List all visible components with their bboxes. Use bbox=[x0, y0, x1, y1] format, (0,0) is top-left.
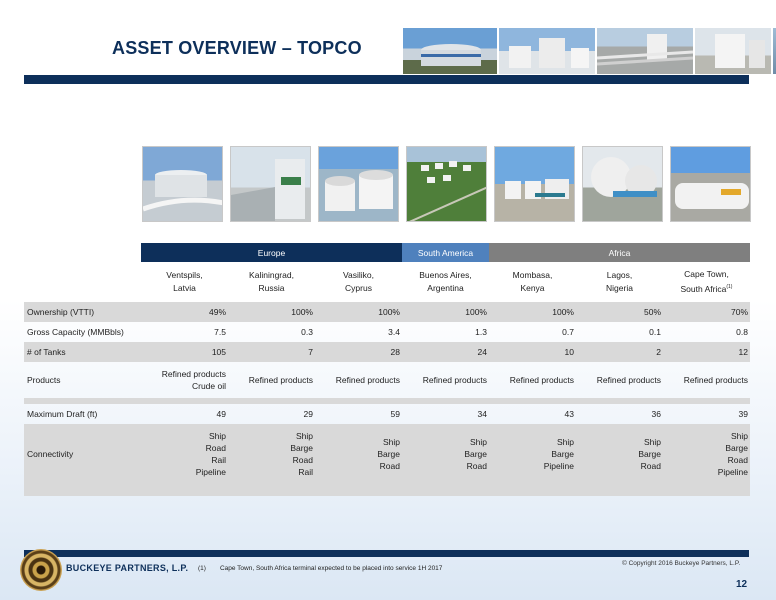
tanks-row bbox=[24, 342, 750, 362]
ownership-row bbox=[24, 302, 750, 322]
terminal-cape-town: Cape Town, South Africa$^{(1)}$ bbox=[680, 269, 733, 294]
terminal-photo-row bbox=[142, 146, 751, 222]
footer-bar bbox=[24, 550, 749, 557]
region-header-row bbox=[24, 243, 750, 262]
tank-farm-photo bbox=[403, 28, 497, 74]
terminal-ventspils: Ventspils, Latvia bbox=[166, 270, 203, 293]
table-cell: 70% bbox=[730, 307, 748, 317]
table-cell: 3.4 bbox=[388, 327, 400, 337]
table-cell: Ship Barge Road bbox=[464, 437, 487, 471]
table-cell: 49 bbox=[216, 409, 226, 419]
terminal-lagos: Lagos, Nigeria bbox=[606, 270, 633, 293]
table-cell: 100% bbox=[465, 307, 487, 317]
table-cell: 34 bbox=[477, 409, 487, 419]
products-row bbox=[24, 362, 750, 398]
table-cell: 0.8 bbox=[736, 327, 748, 337]
table-cell: Ship Barge Road bbox=[638, 437, 661, 471]
table-cell: 105 bbox=[211, 347, 226, 357]
lagos-photo bbox=[582, 146, 663, 222]
region-south-america: South America bbox=[402, 243, 489, 262]
gross-capacity-row bbox=[24, 322, 750, 342]
table-cell: Refined products bbox=[422, 375, 487, 385]
table-cell: Refined products Crude oil bbox=[161, 369, 226, 391]
table-cell: 100% bbox=[552, 307, 574, 317]
terminal-header-row bbox=[24, 262, 750, 302]
table-cell: 59 bbox=[390, 409, 400, 419]
spacer-row bbox=[24, 484, 750, 496]
table-cell: 7.5 bbox=[214, 327, 226, 337]
header-photo-strip bbox=[403, 28, 776, 74]
kaliningrad-photo bbox=[230, 146, 311, 222]
table-cell: 0.1 bbox=[649, 327, 661, 337]
table-cell: Refined products bbox=[248, 375, 313, 385]
max-draft-row bbox=[24, 404, 750, 424]
table-cell: 100% bbox=[378, 307, 400, 317]
row-label: Products bbox=[27, 375, 61, 385]
footnote-marker: (1) bbox=[726, 284, 733, 291]
buckeye-logo bbox=[20, 549, 62, 591]
table-cell: Ship Barge Road bbox=[377, 437, 400, 471]
table-cell: 0.3 bbox=[301, 327, 313, 337]
header-bar bbox=[24, 75, 749, 84]
cape-town-photo bbox=[670, 146, 751, 222]
footnote-number: (1) bbox=[198, 565, 206, 572]
storage-tanks-photo bbox=[499, 28, 595, 74]
table-cell: Ship Road Rail Pipeline bbox=[195, 431, 226, 477]
asset-table bbox=[24, 243, 750, 496]
terminal-mombasa: Mombasa, Kenya bbox=[512, 270, 553, 293]
pipeline-photo bbox=[597, 28, 693, 74]
company-name: BUCKEYE PARTNERS, L.P. bbox=[66, 563, 189, 573]
table-cell: 24 bbox=[477, 347, 487, 357]
table-cell: 28 bbox=[390, 347, 400, 357]
table-cell: 10 bbox=[564, 347, 574, 357]
table-cell: Ship Barge Road Pipeline bbox=[717, 431, 748, 477]
region-africa: Africa bbox=[489, 243, 750, 262]
table-cell: 7 bbox=[308, 347, 313, 357]
table-cell: Refined products bbox=[596, 375, 661, 385]
row-label: # of Tanks bbox=[27, 347, 66, 357]
table-cell: 29 bbox=[303, 409, 313, 419]
table-cell: Refined products bbox=[509, 375, 574, 385]
page-number: 12 bbox=[736, 579, 748, 590]
vasiliko-photo bbox=[318, 146, 399, 222]
table-cell: Ship Barge Road Rail bbox=[290, 431, 313, 477]
footnote bbox=[198, 565, 456, 572]
row-label: Gross Capacity (MMBbls) bbox=[27, 327, 124, 337]
slide-title: ASSET OVERVIEW – TOPCO bbox=[112, 38, 362, 58]
table-cell: 36 bbox=[651, 409, 661, 419]
buenos-aires-photo bbox=[406, 146, 487, 222]
row-label: Connectivity bbox=[27, 449, 74, 459]
table-cell: 0.7 bbox=[562, 327, 574, 337]
table-cell: Refined products bbox=[335, 375, 400, 385]
terminal-kaliningrad: Kaliningrad, Russia bbox=[249, 270, 294, 293]
terminal-buenos-aires: Buenos Aires, Argentina bbox=[419, 270, 472, 293]
table-cell: 100% bbox=[291, 307, 313, 317]
table-cell: 39 bbox=[738, 409, 748, 419]
table-cell: Ship Barge Pipeline bbox=[543, 437, 574, 471]
facility-photo bbox=[695, 28, 771, 74]
mombasa-photo bbox=[494, 146, 575, 222]
row-label: Maximum Draft (ft) bbox=[27, 409, 98, 419]
table-cell: 2 bbox=[656, 347, 661, 357]
copyright: © Copyright 2016 Buckeye Partners, L.P. bbox=[622, 560, 741, 567]
table-cell: Refined products bbox=[683, 375, 748, 385]
table-cell: 43 bbox=[564, 409, 574, 419]
connectivity-row bbox=[24, 424, 750, 484]
terminal-vasiliko: Vasiliko, Cyprus bbox=[342, 270, 375, 293]
table-cell: 12 bbox=[738, 347, 748, 357]
table-cell: 49% bbox=[208, 307, 226, 317]
region-europe: Europe bbox=[141, 243, 402, 262]
table-cell: 50% bbox=[643, 307, 661, 317]
row-label: Ownership (VTTI) bbox=[27, 307, 95, 317]
footnote-text: Cape Town, South Africa terminal expected to be placed into service 1H 2017 bbox=[219, 565, 443, 572]
table-cell: 1.3 bbox=[475, 327, 487, 337]
ventspils-photo bbox=[142, 146, 223, 222]
